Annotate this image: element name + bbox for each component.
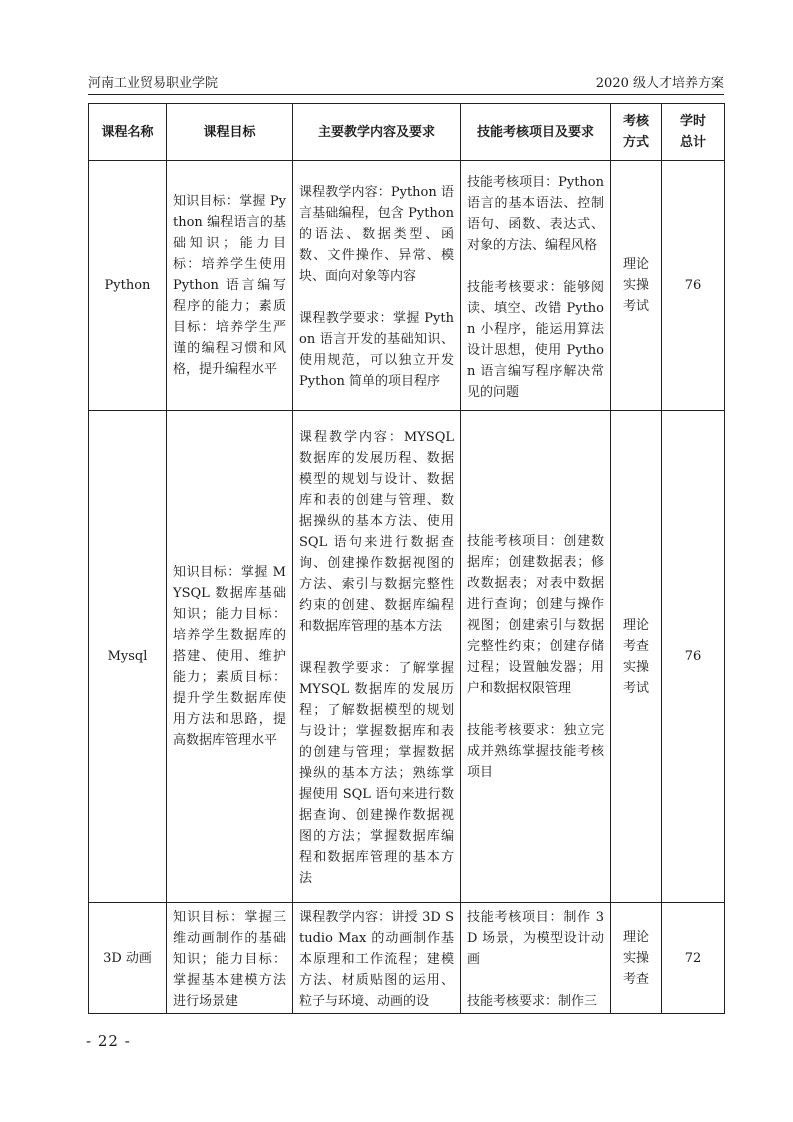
skill-assessment <box>461 161 611 411</box>
course-content <box>293 161 461 411</box>
school-name: 河南工业贸易职业学院 <box>88 76 219 91</box>
assessment-method: 理论 实操 考试 <box>611 161 662 411</box>
col-header-total-hours: 学时总计 <box>662 104 725 161</box>
skill-requirement-paragraph: 技能考核要求：独立完成并熟练掌握技能考核项目 <box>467 722 604 780</box>
course-name: Mysql <box>89 411 167 903</box>
content-paragraph: 课程教学内容：Python 语言基础编程，包含 Python 的语法、数据类型、函数、文件操作、异常、模块、面向对象等内容 <box>299 185 454 284</box>
table-header-row <box>89 104 725 161</box>
skill-assessment <box>461 903 611 1014</box>
total-hours: 72 <box>662 903 725 1014</box>
col-header-skill-assessment: 技能考核项目及要求 <box>461 104 611 161</box>
course-content <box>293 903 461 1014</box>
course-goal: 知识目标：掌握 MYSQL 数据库基础知识；能力目标：培养学生数据库的搭建、使用、维护能力；素质目标：提升学生数据库使用方法和思路，提高数据库管理水平 <box>167 411 293 903</box>
plan-title: 2020 级人才培养方案 <box>595 76 724 91</box>
assessment-method: 理论 实操 考查 <box>611 903 662 1014</box>
col-header-main-content: 主要教学内容及要求 <box>293 104 461 161</box>
skill-project-paragraph: 技能考核项目：Python 语言的基本语法、控制语句、函数、表达式、对象的方法、编程风格 <box>467 174 604 253</box>
course-name: 3D 动画 <box>89 903 167 1014</box>
content-paragraph: 课程教学内容：MYSQL 数据库的发展历程、数据模型的规划与设计、数据库和表的创建与管理、数据操纵的基本方法、使用 SQL 语句来进行数据查询、创建操作数据视图的方法、索引与数据完整性约束的创建、数据库编程和数据库管理的基本方法 <box>299 430 454 634</box>
skill-assessment <box>461 411 611 903</box>
total-hours: 76 <box>662 411 725 903</box>
course-table <box>88 103 725 1014</box>
col-header-course-name: 课程名称 <box>89 104 167 161</box>
course-content <box>293 411 461 903</box>
course-goal: 知识目标：掌握 Python 编程语言的基础知识；能力目标：培养学生使用 Python 语言编写程序的能力；素质目标：培养学生严谨的编程习惯和风格，提升编程水平 <box>167 161 293 411</box>
table-row <box>89 411 725 903</box>
table-row <box>89 903 725 1014</box>
table-row <box>89 161 725 411</box>
skill-project-paragraph: 技能考核项目：创建数据库；创建数据表；修改数据表；对表中数据进行查询；创建与操作视图；创建索引与数据完整性约束；创建存储过程；设置触发器；用户和数据权限管理 <box>467 533 604 696</box>
requirement-paragraph: 课程教学要求：掌握 Python 语言开发的基础知识、使用规范，可以独立开发 Python 简单的项目程序 <box>299 311 454 389</box>
course-goal: 知识目标：掌握三维动画制作的基础知识；能力目标：掌握基本建模方法进行场景建 <box>167 903 293 1014</box>
header-rule <box>88 94 724 95</box>
course-name: Python <box>89 161 167 411</box>
content-paragraph: 课程教学内容：讲授 3D Studio Max 的动画制作基本原理和工作流程；建模方法、材质贴图的运用、粒子与环境、动画的设 <box>299 910 454 1009</box>
total-hours: 76 <box>662 161 725 411</box>
page-number: - 22 - <box>86 1032 131 1050</box>
requirement-paragraph: 课程教学要求：了解掌握 MYSQL 数据库的发展历程；了解数据模型的规划与设计；掌握数据库和表的创建与管理；掌握数据操纵的基本方法；熟练掌握使用 SQL 语句来进行数据查询、创建操作数据视图的方法；掌握数据库编程和数据库管理的基本方法 <box>299 661 454 886</box>
col-header-assessment-method: 考核方式 <box>611 104 662 161</box>
assessment-method: 理论 考查 实操 考试 <box>611 411 662 903</box>
col-header-course-goal: 课程目标 <box>167 104 293 161</box>
skill-project-paragraph: 技能考核项目：制作 3D 场景，为模型设计动画 <box>467 910 604 967</box>
skill-requirement-paragraph: 技能考核要求：制作三 <box>467 994 598 1009</box>
page-header <box>88 74 724 94</box>
skill-requirement-paragraph: 技能考核要求：能够阅读、填空、改错 Python 小程序，能运用算法设计思想，使用 Python 语言编写程序解决常见的问题 <box>467 279 604 400</box>
